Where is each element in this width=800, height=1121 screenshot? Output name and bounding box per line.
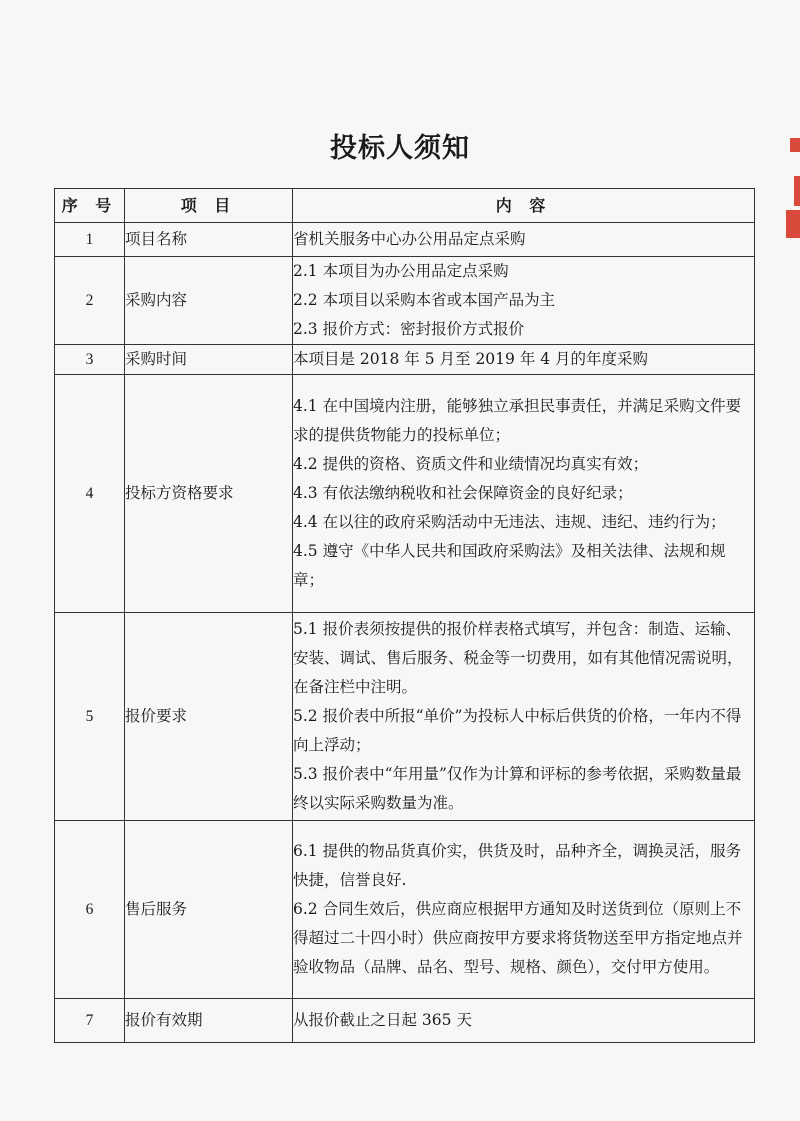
table-row [55, 613, 755, 821]
header-content: 内 容 [293, 189, 755, 223]
content-line: 6.1 提供的物品货真价实，供货及时，品种齐全，调换灵活，服务快捷，信誉良好. [293, 842, 742, 889]
content-line: 5.2 报价表中所报“单价”为投标人中标后供货的价格，一年内不得向上浮动； [293, 707, 742, 754]
table-row [55, 999, 755, 1043]
row-content [293, 613, 755, 821]
row-number: 7 [55, 999, 125, 1043]
row-number: 6 [55, 821, 125, 999]
content-line: 6.2 合同生效后，供应商应根据甲方通知及时送货到位（原则上不得超过二十四小时）供应商按甲方要求将货物送至甲方指定地点并验收物品（品牌、品名、型号、规格、颜色），交付甲方使用。 [293, 900, 743, 976]
row-content [293, 345, 755, 375]
row-content [293, 375, 755, 613]
content-line: 4.3 有依法缴纳税收和社会保障资金的良好纪录； [293, 484, 633, 502]
content-line: 2.1 本项目为办公用品定点采购 [293, 262, 509, 280]
header-no: 序 号 [55, 189, 125, 223]
row-content [293, 999, 755, 1043]
row-item: 报价有效期 [125, 999, 293, 1043]
content-line: 5.3 报价表中“年用量”仅作为计算和评标的参考依据，采购数量最终以实际采购数量为准。 [293, 765, 742, 812]
notice-table [54, 188, 755, 1043]
seal-mark-bottom [786, 210, 800, 238]
content-line: 从报价截止之日起 365 天 [293, 1011, 472, 1029]
page-title: 投标人须知 [330, 133, 470, 164]
row-content [293, 223, 755, 257]
content-line: 省机关服务中心办公用品定点采购 [293, 230, 526, 248]
content-line: 2.2 本项目以采购本省或本国产品为主 [293, 291, 556, 309]
row-number: 4 [55, 375, 125, 613]
seal-mark-middle [794, 176, 800, 206]
content-line: 4.4 在以往的政府采购活动中无违法、违规、违纪、违约行为； [293, 513, 726, 531]
content-line: 本项目是 2018 年 5 月至 2019 年 4 月的年度采购 [293, 350, 649, 368]
row-number: 3 [55, 345, 125, 375]
content-line: 4.2 提供的资格、资质文件和业绩情况均真实有效； [293, 455, 649, 473]
content-line: 5.1 报价表须按提供的报价样表格式填写，并包含：制造、运输、安装、调试、售后服务、税金等一切费用，如有其他情况需说明，在备注栏中注明。 [293, 620, 743, 696]
content-line: 4.5 遵守《中华人民共和国政府采购法》及相关法律、法规和规章； [293, 542, 726, 589]
row-item: 报价要求 [125, 613, 293, 821]
table-row [55, 223, 755, 257]
header-item: 项 目 [125, 189, 293, 223]
table-row [55, 375, 755, 613]
content-line: 4.1 在中国境内注册，能够独立承担民事责任，并满足采购文件要求的提供货物能力的投标单位； [293, 397, 742, 444]
row-number: 5 [55, 613, 125, 821]
row-item: 采购内容 [125, 257, 293, 345]
content-line: 2.3 报价方式：密封报价方式报价 [293, 320, 525, 338]
table-header-row [55, 189, 755, 223]
table-row [55, 345, 755, 375]
table-row [55, 257, 755, 345]
row-item: 投标方资格要求 [125, 375, 293, 613]
table-row [55, 821, 755, 999]
row-content [293, 257, 755, 345]
row-content [293, 821, 755, 999]
row-item: 采购时间 [125, 345, 293, 375]
row-number: 1 [55, 223, 125, 257]
row-number: 2 [55, 257, 125, 345]
row-item: 售后服务 [125, 821, 293, 999]
row-item: 项目名称 [125, 223, 293, 257]
seal-mark-top [790, 138, 800, 152]
